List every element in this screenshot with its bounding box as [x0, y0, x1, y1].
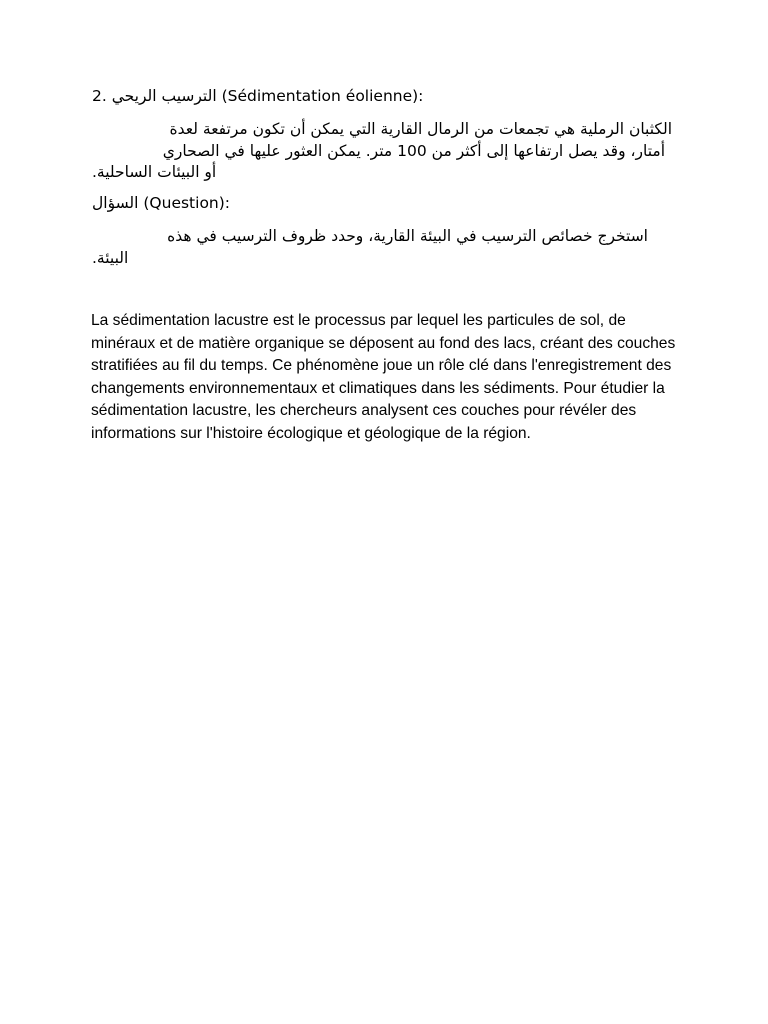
lacustrine-paragraph: La sédimentation lacustre est le processus par lequel les particules de sol, de minéraux et de matière organique se déposent au fond des lacs, créant des couches stratifiées au fil du temps. Ce phénomène joue un rôle clé dans l'enregistrement des changements environnementaux et climatiques dans les sédiments. Pour étudier la sédimentation lacustre, les chercheurs analysent ces couches pour révéler des informations sur l'histoire écologique et géologique de la région.: [91, 312, 676, 442]
section-number: 2.: [92, 87, 107, 105]
section-heading: [92, 85, 423, 107]
section-title-french: (Sédimentation éolienne):: [221, 87, 424, 105]
question-title-french: (Question):: [143, 194, 231, 212]
question-text-line-1: استخرج خصائص الترسيب في البيئة القارية، وحدد ظروف الترسيب في هذه: [167, 227, 648, 245]
section-title-arabic: الترسيب الريحي: [111, 87, 217, 105]
question-heading: [92, 192, 230, 214]
aeolian-paragraph-line-2: أمتار، وقد يصل ارتفاعها إلى أكثر من 100 متر. يمكن العثور عليها في الصحاري: [162, 142, 665, 160]
aeolian-paragraph-line-3: أو البيئات الساحلية.: [92, 163, 217, 181]
question-title-arabic: السؤال: [92, 194, 139, 212]
question-text-line-2: البيئة.: [92, 249, 129, 267]
aeolian-paragraph-line-1: الكثبان الرملية هي تجمعات من الرمال القارية التي يمكن أن تكون مرتفعة لعدة: [169, 120, 672, 138]
